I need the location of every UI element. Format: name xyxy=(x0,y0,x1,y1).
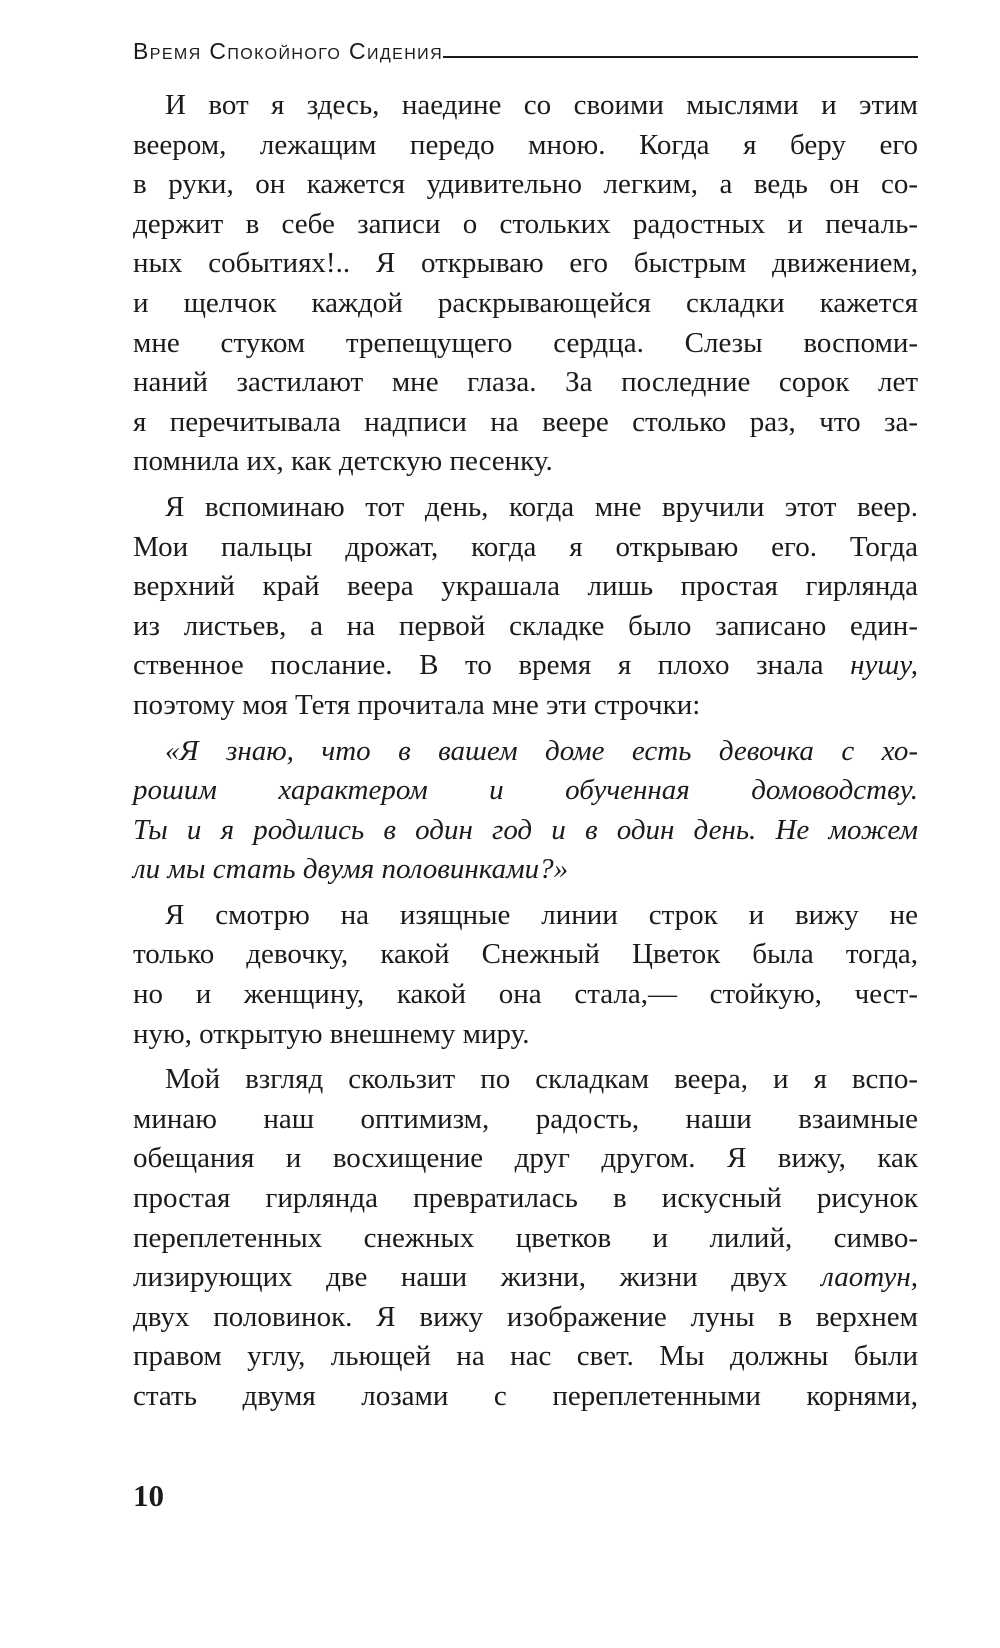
text-line: но и женщину, какой она стала,— стойкую, чест- xyxy=(133,978,918,1011)
paragraph xyxy=(133,86,918,482)
text-line: Мой взгляд скользит по складкам веера, и я вспо- xyxy=(165,1063,918,1096)
text-line: минаю наш оптимизм, радость, наши взаимные xyxy=(133,1102,918,1135)
text-line: мне стуком трепещущего сердца. Слезы воспоми- xyxy=(133,326,918,359)
text-line: ли мы стать двумя половинками?» xyxy=(133,853,569,886)
text-line-with-italic xyxy=(133,646,918,686)
running-title: Время Спокойного Сидения xyxy=(133,38,444,64)
text-line: в руки, он кажется удивительно легким, а ведь он со- xyxy=(133,168,918,201)
text-line: Мои пальцы дрожат, когда я открываю его. Тогда xyxy=(133,530,918,563)
text-line: ную, открытую внешнему миру. xyxy=(133,1017,530,1050)
text-line: и щелчок каждой раскрывающейся складки кажется xyxy=(133,286,918,319)
text-line: веером, лежащим передо мною. Когда я беру его xyxy=(133,128,918,161)
text-line: Я смотрю на изящные линии строк и вижу не xyxy=(165,898,918,931)
text-line: наний застилают мне глаза. За последние сорок лет xyxy=(133,366,918,399)
text-line: И вот я здесь, наедине со своими мыслями и этим xyxy=(165,89,918,121)
text-line: обещания и восхищение друг другом. Я вижу, как xyxy=(133,1142,918,1175)
text-line: я перечитывала надписи на веере столько раз, что за- xyxy=(133,405,918,438)
text-line: поэтому моя Тетя прочитала мне эти строчки: xyxy=(133,688,701,721)
text-line: переплетенных снежных цветков и лилий, симво- xyxy=(133,1221,918,1254)
text-run: ственное послание. В то время я плохо знала xyxy=(133,649,824,682)
text-line: помнила их, как детскую песенку. xyxy=(133,445,553,478)
text-line: простая гирлянда превратилась в искусный рисунок xyxy=(133,1182,918,1215)
page-number: 10 xyxy=(133,1478,164,1513)
text-line: только девочку, какой Снежный Цветок была тогда, xyxy=(133,938,918,971)
paragraph xyxy=(133,896,918,1054)
header-rule xyxy=(443,56,918,58)
text-run: лизирующих две наши жизни, жизни двух xyxy=(133,1261,788,1294)
text-line: из листьев, а на первой складке было записано един- xyxy=(133,609,918,642)
text-line: верхний край веера украшала лишь простая гирлянда xyxy=(133,570,918,603)
text-line: двух половинок. Я вижу изображение луны в верхнем xyxy=(133,1300,918,1333)
body-text xyxy=(133,86,918,1417)
italic-term: лаотун, xyxy=(821,1261,918,1294)
paragraph xyxy=(133,488,918,726)
text-line: держит в себе записи о стольких радостных и печаль- xyxy=(133,207,918,240)
text-line: Ты и я родились в один год и в один день. Не можем xyxy=(133,813,918,846)
text-line: ных событиях!.. Я открываю его быстрым движением, xyxy=(133,247,918,280)
italic-term: нушу, xyxy=(850,649,918,682)
text-line: «Я знаю, что в вашем доме есть девочка с хо- xyxy=(165,734,918,767)
text-line-with-italic xyxy=(133,1258,918,1298)
text-line: рошим характером и обученная домоводству. xyxy=(133,774,918,807)
text-line: Я вспоминаю тот день, когда мне вручили этот веер. xyxy=(165,490,918,523)
text-line: стать двумя лозами с переплетенными корнями, xyxy=(133,1380,918,1412)
running-header xyxy=(133,30,918,64)
paragraph xyxy=(133,1060,918,1416)
quotation xyxy=(133,732,918,890)
text-line: правом углу, льющей на нас свет. Мы должны были xyxy=(133,1340,918,1373)
